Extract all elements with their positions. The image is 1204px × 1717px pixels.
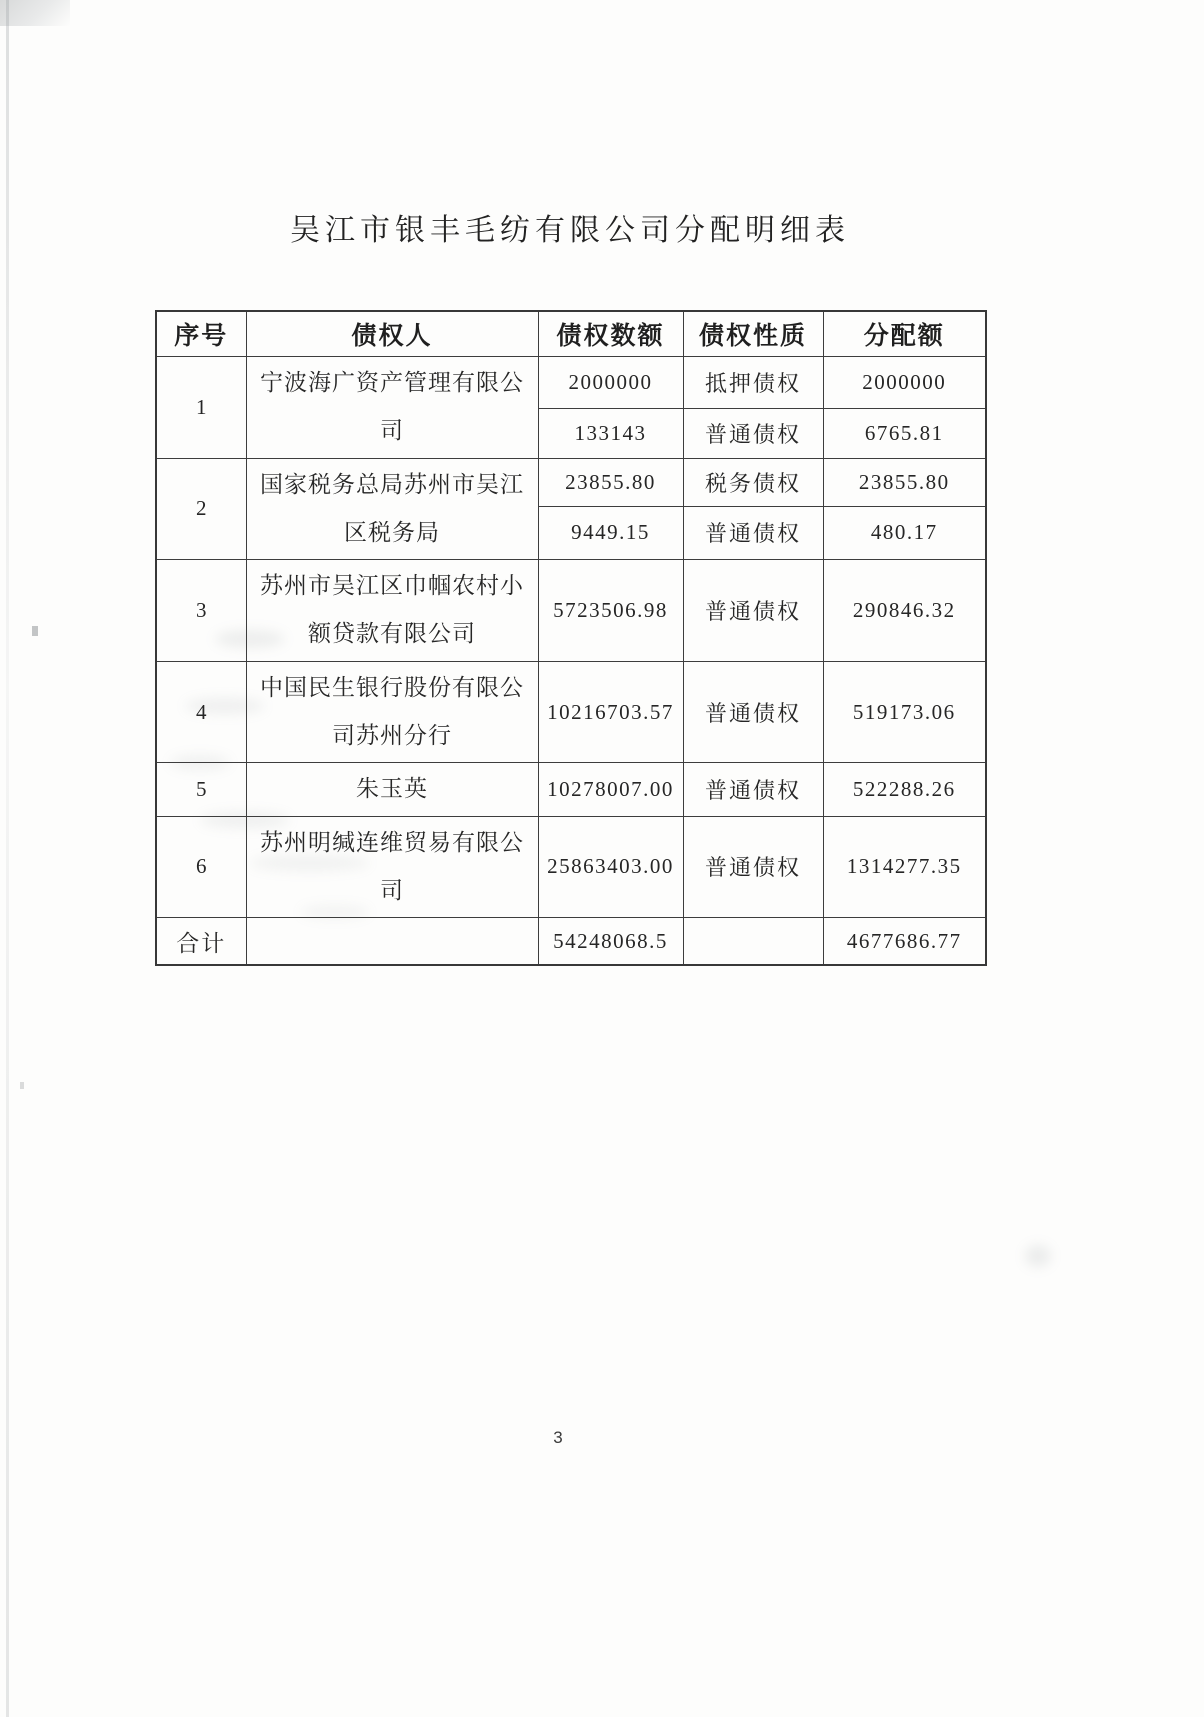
allocation-cell: 522288.26 (823, 763, 986, 816)
claim-nature-cell: 普通债权 (683, 506, 823, 559)
header-allocation: 分配额 (823, 311, 986, 357)
scan-edge-shadow (6, 0, 9, 1717)
total-allocation-cell: 4677686.77 (823, 918, 986, 965)
creditor-cell: 宁波海广资产管理有限公司 (246, 357, 538, 459)
row-index-cell: 4 (156, 661, 246, 763)
total-label-cell: 合计 (156, 918, 246, 965)
scan-speck (20, 1082, 24, 1089)
allocation-cell: 480.17 (823, 506, 986, 559)
row-index-cell: 5 (156, 763, 246, 816)
claim-amount-cell: 10216703.57 (538, 661, 683, 763)
claim-amount-cell: 5723506.98 (538, 560, 683, 662)
allocation-cell: 1314277.35 (823, 816, 986, 918)
header-creditor: 债权人 (246, 311, 538, 357)
table-row (156, 560, 986, 662)
allocation-cell: 2000000 (823, 357, 986, 409)
allocation-cell: 290846.32 (823, 560, 986, 662)
header-claim-amount: 债权数额 (538, 311, 683, 357)
row-index-cell: 3 (156, 560, 246, 662)
table-row (156, 661, 986, 763)
bleed-through-artifact (1025, 1245, 1051, 1267)
header-index: 序号 (156, 311, 246, 357)
claim-amount-cell: 2000000 (538, 357, 683, 409)
total-amount-cell: 54248068.5 (538, 918, 683, 965)
claim-amount-cell: 23855.80 (538, 458, 683, 506)
header-claim-nature: 债权性质 (683, 311, 823, 357)
total-creditor-cell (246, 918, 538, 965)
total-nature-cell (683, 918, 823, 965)
claim-amount-cell: 10278007.00 (538, 763, 683, 816)
table-row (156, 763, 986, 816)
scan-corner-shadow (0, 0, 70, 26)
table-row (156, 458, 986, 506)
table-total-row (156, 918, 986, 965)
allocation-cell: 519173.06 (823, 661, 986, 763)
table-header-row (156, 311, 986, 357)
claim-nature-cell: 普通债权 (683, 661, 823, 763)
claim-amount-cell: 9449.15 (538, 506, 683, 559)
claim-nature-cell: 普通债权 (683, 560, 823, 662)
row-index-cell: 6 (156, 816, 246, 918)
claim-nature-cell: 普通债权 (683, 816, 823, 918)
claim-nature-cell: 抵押债权 (683, 357, 823, 409)
scan-speck (32, 626, 38, 636)
creditor-cell: 国家税务总局苏州市吴江区税务局 (246, 458, 538, 560)
row-index-cell: 1 (156, 357, 246, 459)
claim-amount-cell: 133143 (538, 409, 683, 459)
creditor-cell: 中国民生银行股份有限公司苏州分行 (246, 661, 538, 763)
claim-nature-cell: 税务债权 (683, 458, 823, 506)
table-row (156, 816, 986, 918)
claim-nature-cell: 普通债权 (683, 409, 823, 459)
allocation-cell: 6765.81 (823, 409, 986, 459)
document-title: 吴江市银丰毛纺有限公司分配明细表 (290, 214, 850, 247)
claim-nature-cell: 普通债权 (683, 763, 823, 816)
page-number: 3 (553, 1428, 563, 1447)
table-row (156, 357, 986, 409)
creditor-cell: 苏州明缄连维贸易有限公司 (246, 816, 538, 918)
creditor-cell: 苏州市吴江区巾帼农村小额贷款有限公司 (246, 560, 538, 662)
allocation-cell: 23855.80 (823, 458, 986, 506)
distribution-table (155, 310, 987, 966)
creditor-cell: 朱玉英 (246, 763, 538, 816)
row-index-cell: 2 (156, 458, 246, 560)
claim-amount-cell: 25863403.00 (538, 816, 683, 918)
